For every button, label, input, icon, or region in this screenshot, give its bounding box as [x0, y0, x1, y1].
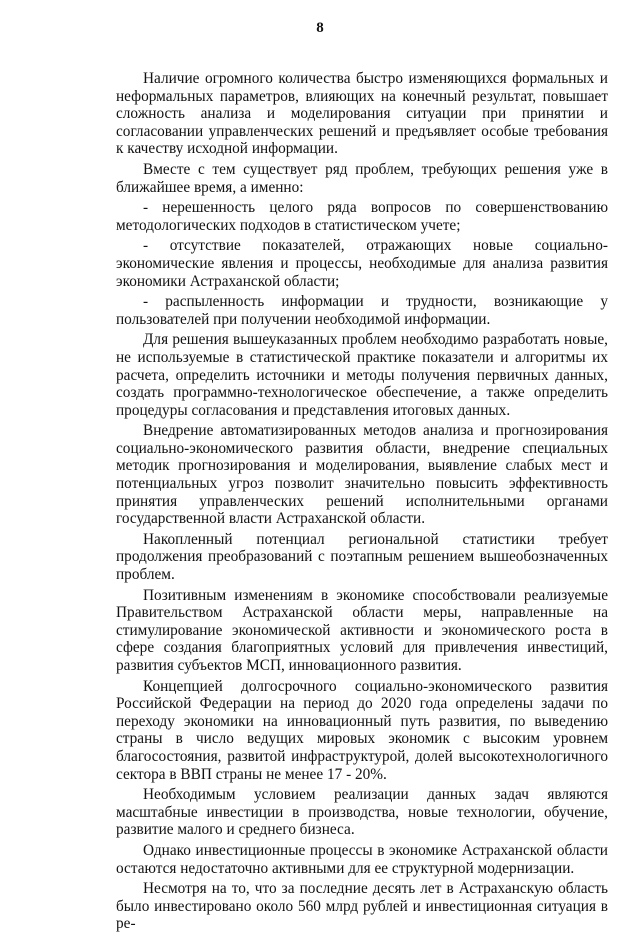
list-item: - нерешенность целого ряда вопросов по совершенствованию методологических подходов в статистическом учете; [116, 199, 608, 234]
paragraph: Внедрение автоматизированных методов анализа и прогнозирования социально-экономического развития области, внедрение специальных методик прогнозирования и моделирования, выявление слабых мест и потенциальных угроз позволит значительно повысить эффективность принятия управленческих решений исполнительными органами государственной власти Астраханской области. [116, 422, 608, 528]
paragraph: Однако инвестиционные процессы в экономике Астраханской области остаются недостаточно активными для ее структурной модернизации. [116, 841, 608, 877]
paragraph: Несмотря на то, что за последние десять лет в Астраханскую область было инвестировано около 560 млрд рублей и инвестиционная ситуация в ре- [116, 880, 608, 933]
list-item: - распыленность информации и трудности, возникающие у пользователей при получении необходимой информации. [116, 293, 608, 328]
paragraph: Необходимым условием реализации данных задач являются масштабные инвестиции в производства, новые технологии, обучение, развитие малого и среднего бизнеса. [116, 786, 608, 839]
paragraph: Концепцией долгосрочного социально-экономического развития Российской Федерации на период до 2020 года определены задачи по переходу экономики на инновационный путь развития, по выведению страны в число ведущих мировых экономик с высоким уровнем благосостояния, развитой инфраструктурой, долей высокотехнологичного сектора в ВВП страны не менее 17 - 20%. [116, 677, 608, 783]
page-number: 8 [316, 20, 324, 36]
paragraph: Накопленный потенциал региональной статистики требует продолжения преобразований с поэтапным решением вышеобозначенных проблем. [116, 530, 608, 584]
document-body [116, 70, 608, 933]
paragraph: Наличие огромного количества быстро изменяющихся формальных и неформальных параметров, влияющих на конечный результат, повышает сложность анализа и моделирования ситуации при принятии и согласовании управленческих решений и предъявляет особые требования к качеству исходной информации. [116, 70, 608, 158]
paragraph: Позитивным изменениям в экономике способствовали реализуемые Правительством Астраханской области меры, направленные на стимулирование экономической активности и экономического роста в сфере создания благоприятных условий для привлечения инвестиций, развития субъектов МСП, инновационного развития. [116, 586, 608, 674]
list-item: - отсутствие показателей, отражающих новые социально-экономические явления и процессы, необходимые для анализа развития экономики Астраханской области; [116, 237, 608, 290]
paragraph: Вместе с тем существует ряд проблем, требующих решения уже в ближайшее время, а именно: [116, 160, 608, 196]
paragraph: Для решения вышеуказанных проблем необходимо разработать новые, не используемые в статистической практике показатели и алгоритмы их расчета, определить источники и методы получения первичных данных, создать программно-технологическое обеспечение, а также определить процедуры согласования и представления итоговых данных. [116, 331, 608, 419]
